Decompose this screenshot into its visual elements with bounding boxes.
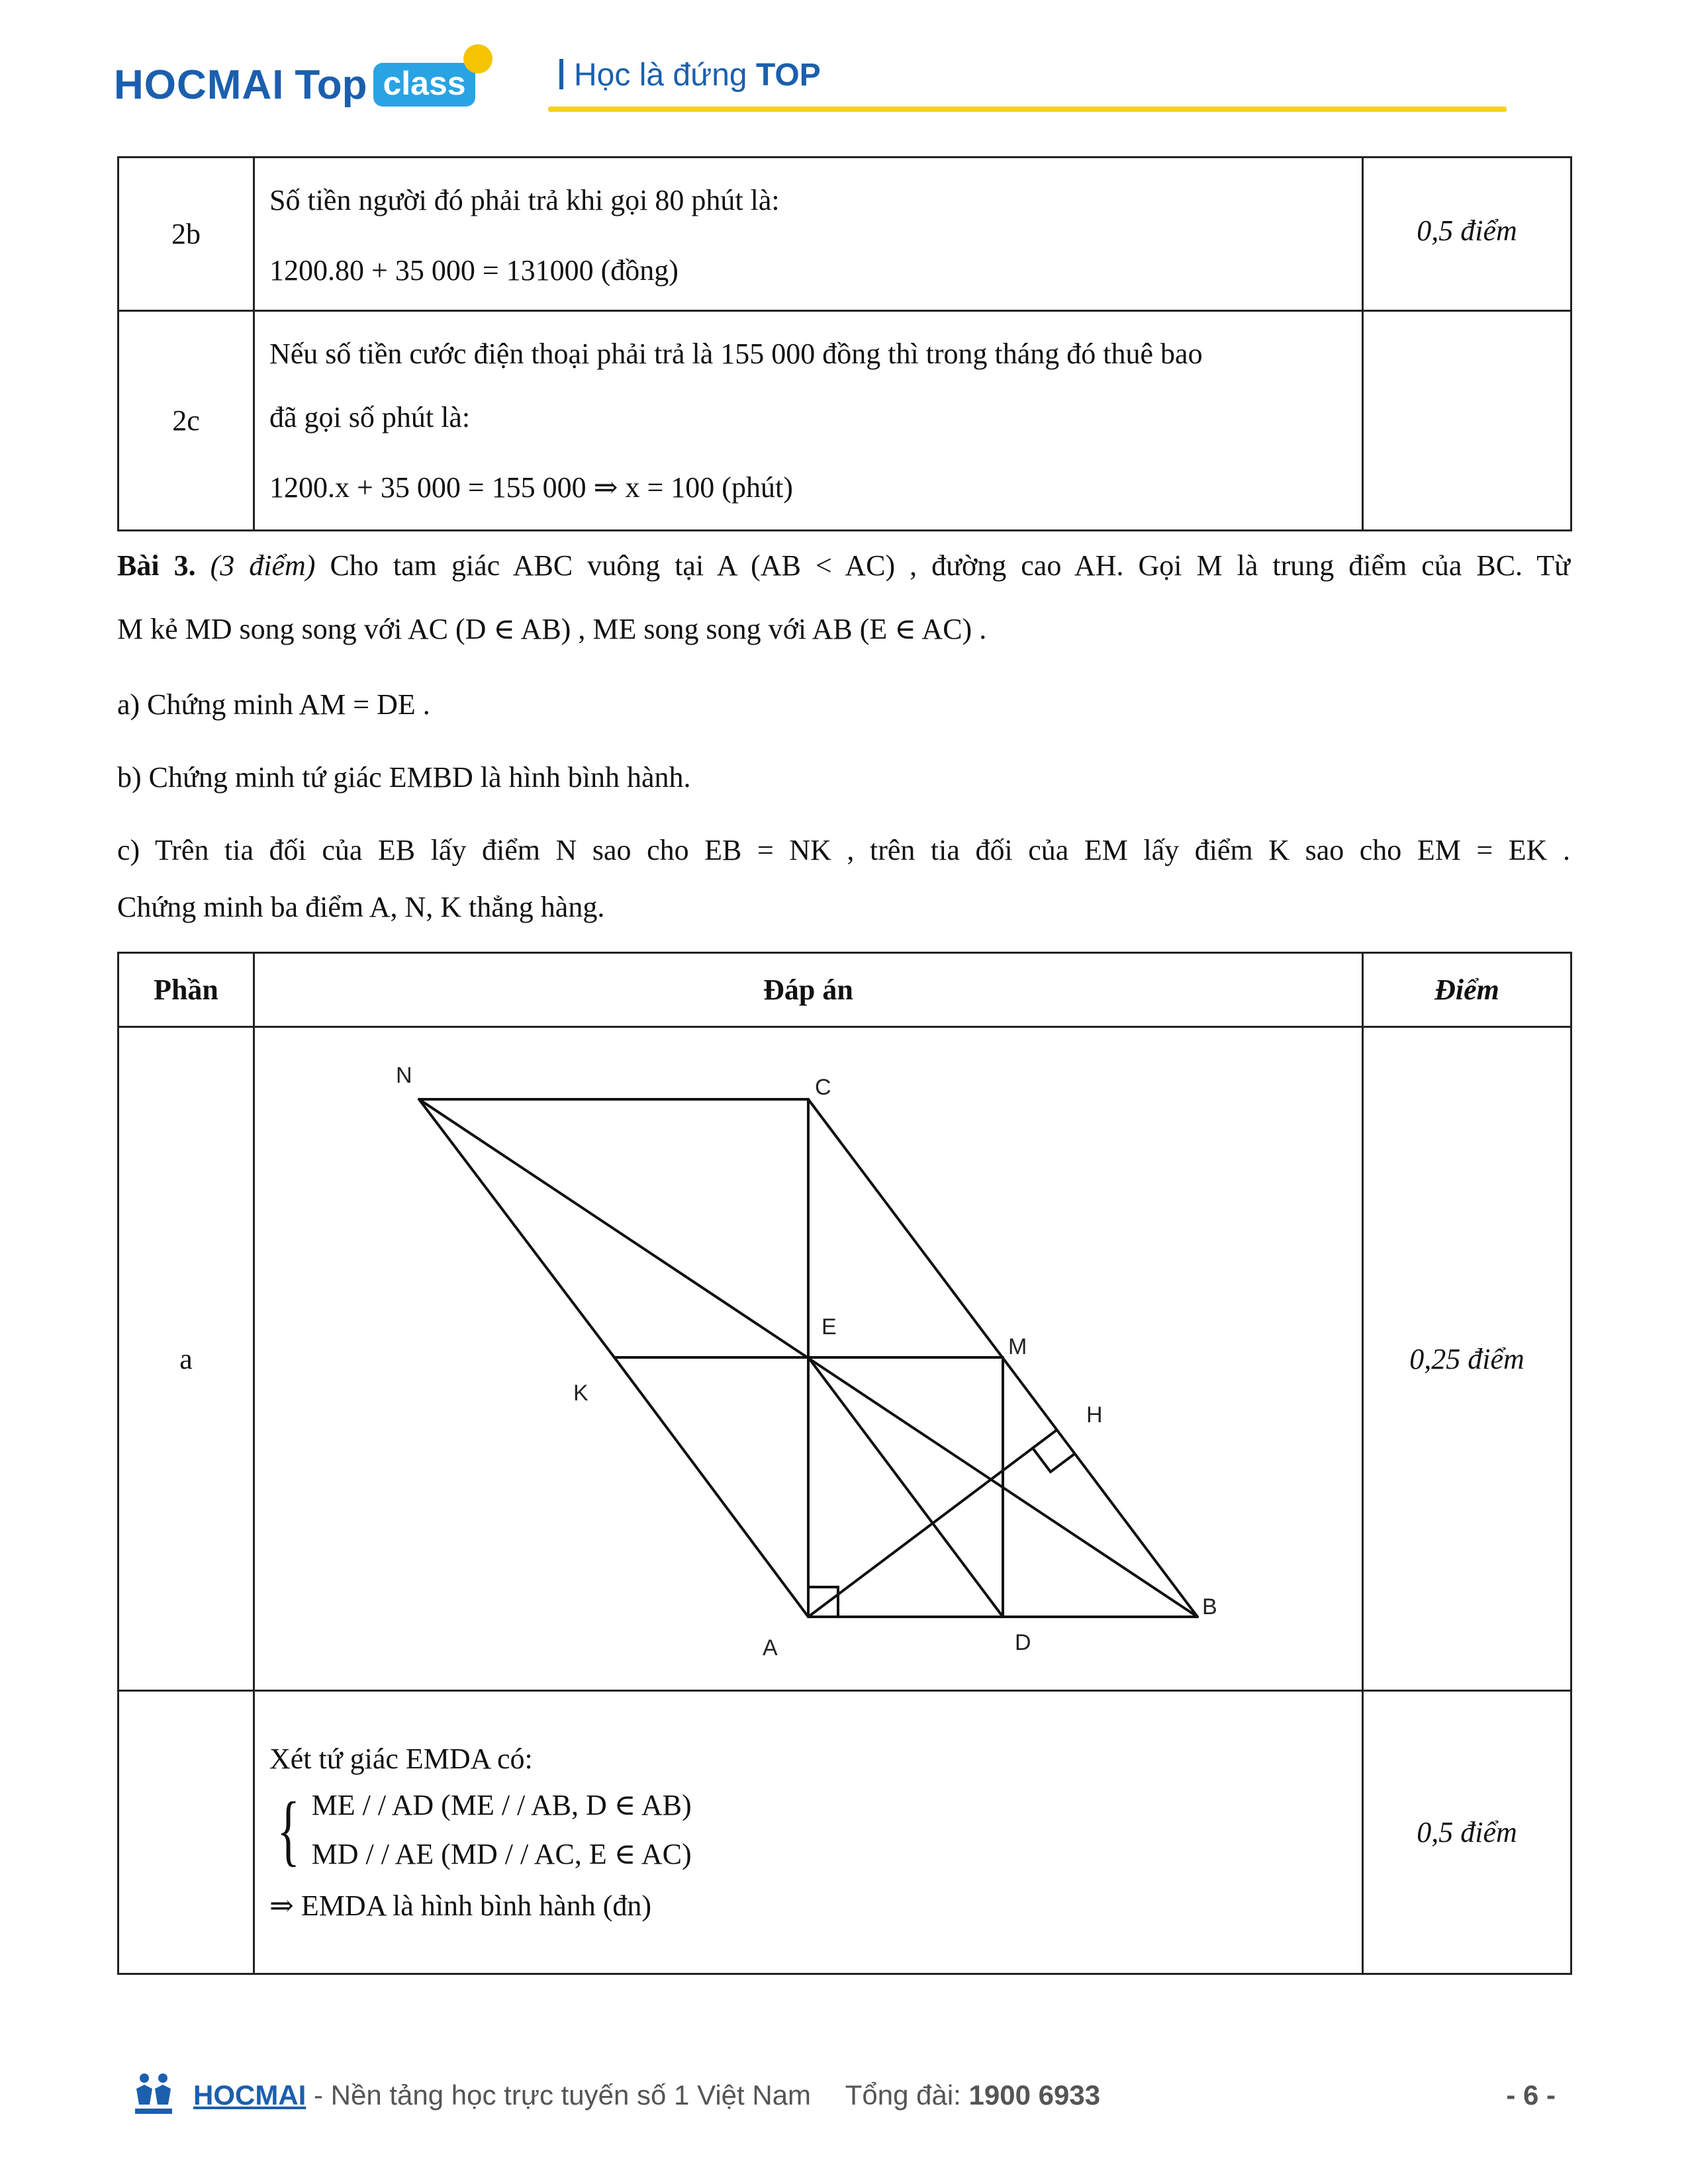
page-footer — [0, 2071, 1688, 2124]
answer-formula: 1200.x + 35 000 = 155 000 ⇒ x = 100 (phút) — [269, 471, 793, 504]
part-c-prompt-2: Chứng minh ba điểm A, N, K thẳng hàng. — [117, 891, 605, 923]
problem-line-2: M kẻ MD song song với AC (D ∈ AB) , ME song song với AB (E ∈ AC) . — [117, 613, 987, 645]
header-part: Phần — [118, 953, 254, 1027]
hocmai-people-icon — [132, 2071, 175, 2118]
figure-cell — [254, 1027, 1363, 1691]
condition-line: ME / / AD (ME / / AB, D ∈ AB) — [311, 1788, 692, 1821]
answer-line: Nếu số tiền cước điện thoại phải trả là 155 000 đồng thì trong tháng đó thuê bao — [269, 337, 1203, 370]
condition-line: MD / / AE (MD / / AC, E ∈ AC) — [311, 1837, 692, 1870]
logo-top-text: Top — [295, 62, 367, 108]
footer-brand-link[interactable]: HOCMAI — [193, 2079, 306, 2111]
right-angle-h — [1033, 1448, 1074, 1472]
table-row — [118, 158, 1571, 311]
footer-hotline-label: Tổng đài: — [845, 2079, 969, 2111]
logo-class-badge — [373, 63, 475, 107]
label-d: D — [1015, 1630, 1031, 1655]
logo-hocmai-text: HOCMAI — [114, 62, 285, 108]
part-b-prompt: b) Chứng minh tứ giác EMBD là hình bình hành. — [117, 761, 691, 794]
answer-table — [117, 952, 1572, 1975]
score-cell: 0,5 điểm — [1363, 1691, 1571, 1974]
answer-line: Xét tứ giác EMDA có: — [269, 1742, 533, 1775]
part-cell: a — [118, 1027, 254, 1691]
slogan-prefix: Học là đứng — [574, 58, 747, 93]
problem-text: Cho tam giác ABC vuông tại A (AB < AC) , đường cao AH. Gọi M là trung điểm của BC. Từ — [315, 549, 1570, 582]
label-m: M — [1008, 1334, 1027, 1359]
geometry-figure — [255, 1028, 1364, 1690]
label-k: K — [573, 1381, 588, 1406]
star-icon — [463, 44, 492, 73]
header-answer: Đáp án — [254, 953, 1363, 1027]
footer-text — [193, 2079, 1100, 2111]
table-header-row — [118, 953, 1571, 1027]
label-a: A — [763, 1635, 778, 1661]
conclusion-line: ⇒ EMDA là hình bình hành (đn) — [269, 1889, 652, 1922]
header-underline — [548, 107, 1507, 112]
answer-table-continued — [117, 156, 1572, 531]
logo-class-text: class — [383, 65, 466, 102]
part-a-prompt: a) Chứng minh AM = DE . — [117, 688, 430, 721]
segment-ka — [614, 1357, 808, 1617]
table-row — [118, 1027, 1571, 1691]
answer-line: đã gọi số phút là: — [269, 400, 471, 433]
answer-cell — [254, 311, 1363, 531]
label-n: N — [396, 1063, 412, 1088]
header-slogan — [559, 57, 821, 93]
condition-list — [312, 1790, 692, 1870]
footer-hotline: 1900 6933 — [968, 2079, 1101, 2111]
hocmai-topclass-logo — [114, 52, 475, 118]
label-h: H — [1086, 1402, 1103, 1428]
slogan-divider — [559, 59, 563, 89]
problem-points: (3 điểm) — [210, 549, 316, 582]
answer-formula: 1200.80 + 35 000 = 131000 (đồng) — [269, 253, 679, 287]
part-c-prompt: c) Trên tia đối của EB lấy điểm N sao cho EB = NK , trên tia đối của EM lấy điểm K sao cho EM = EK . — [117, 834, 1570, 866]
label-e: E — [821, 1314, 837, 1340]
part-cell: 2b — [118, 158, 254, 311]
answer-cell — [254, 158, 1363, 311]
problem-title: Bài 3. — [117, 549, 196, 582]
score-cell — [1363, 311, 1571, 531]
segment-ah — [808, 1430, 1056, 1617]
segment-nk — [419, 1099, 614, 1357]
label-b: B — [1202, 1594, 1217, 1619]
segment-ed — [808, 1357, 1003, 1617]
problem-statement — [117, 549, 1570, 946]
table-row — [118, 1691, 1571, 1974]
table-row — [118, 311, 1571, 531]
page-number: - 6 - — [1506, 2079, 1556, 2111]
footer-tagline: - Nền tảng học trực tuyến số 1 Việt Nam — [306, 2079, 812, 2111]
header-score: Điểm — [1363, 953, 1571, 1027]
answer-cell — [254, 1691, 1363, 1974]
score-cell: 0,25 điểm — [1363, 1027, 1571, 1691]
part-cell: 2c — [118, 311, 254, 531]
brace-symbol: { — [277, 1785, 301, 1874]
answer-line: Số tiền người đó phải trả khi gọi 80 phút là: — [269, 183, 780, 216]
part-cell — [118, 1691, 254, 1974]
problem-line-1 — [117, 549, 1570, 582]
page-header — [0, 0, 1688, 126]
condition-system — [269, 1785, 1347, 1874]
label-c: C — [815, 1075, 831, 1100]
slogan-strong: TOP — [755, 58, 821, 93]
score-cell: 0,5 điểm — [1363, 158, 1571, 311]
